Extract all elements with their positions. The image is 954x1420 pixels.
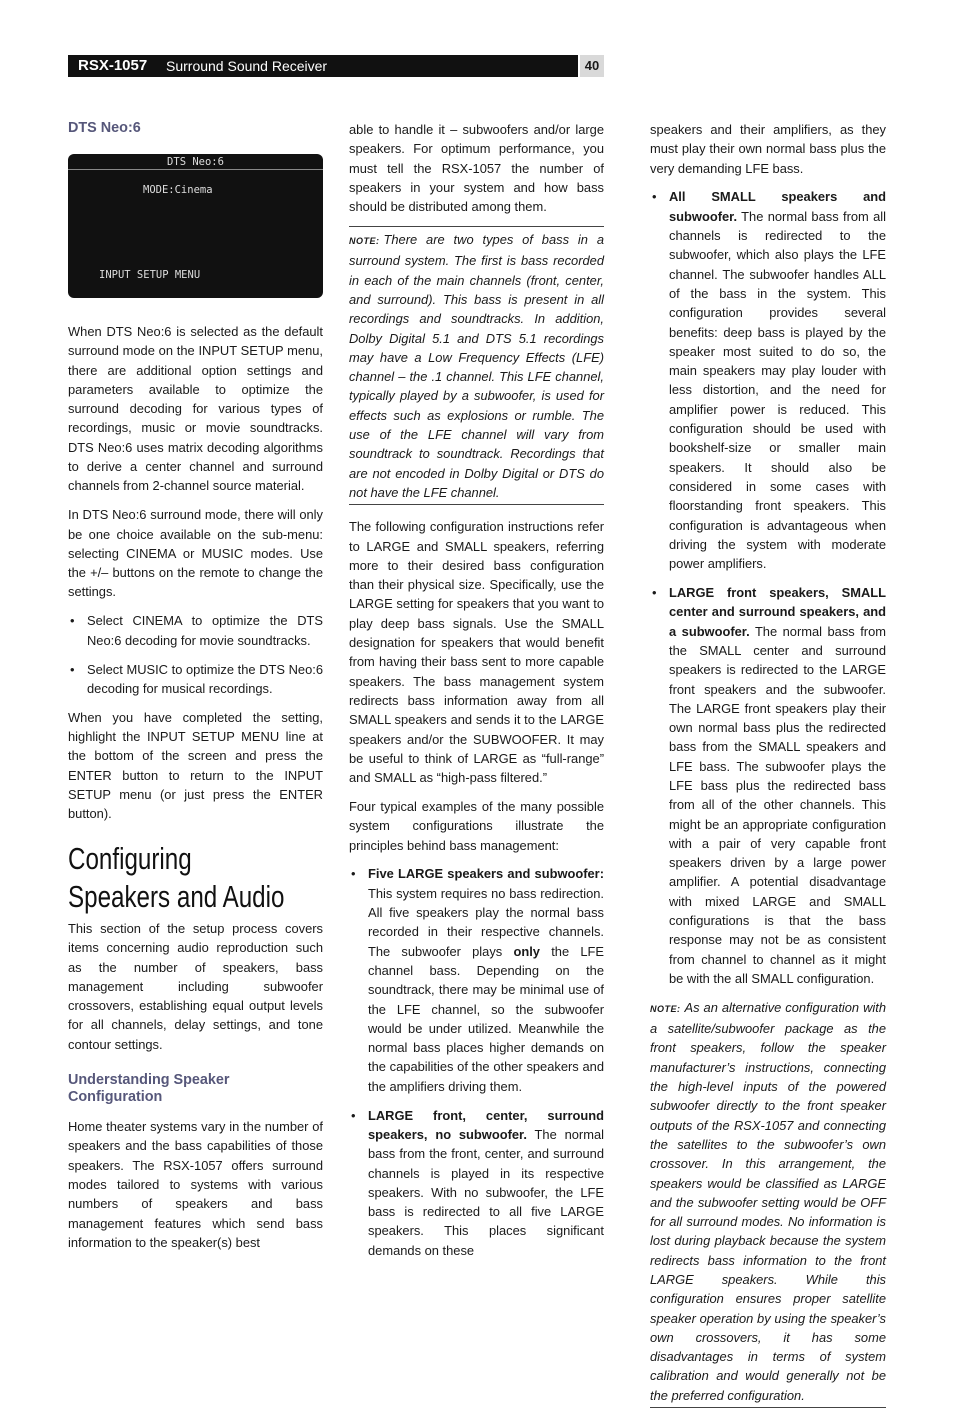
bullet-text: The normal bass from the SMALL center and surround speakers is redirected to the LARGE front speakers and the subwoofer. The LARGE front speakers play their own normal bass plus the redirected bass from the SMALL speakers and LFE bass. The subwoofer plays the LFE bass plus the redirected bass from all of the other channels. This might be an appropriate configuration with a pair of very capable front speakers driven by a large power amplifier. A potential disadvantage with mixed LARGE and SMALL configurations is that the bass response may not be as consistent from channel to channel as it might be with the all SMALL configuration. bbox=[669, 623, 886, 986]
bullet-bold: LARGE front, center, surround speakers, no subwoofer. bbox=[368, 1107, 604, 1142]
bullet-text: This system requires no bass redirection. All five speakers play the normal bass recorded in their respective channels. The subwoofer plays bbox=[368, 885, 604, 959]
paragraph: Home theater systems vary in the number of speakers and the bass capabilities of those speakers. The RSX-1057 offers surround modes tailored to systems with various numbers of speakers and bass management features which send bass information to the speaker(s) best bbox=[68, 1119, 323, 1250]
bullet-bold: LARGE front speakers, SMALL center and surround speakers, and a subwoofer. bbox=[669, 585, 886, 639]
dts-neo6-heading: DTS Neo:6 bbox=[68, 120, 141, 136]
bullet-bold: Five LARGE speakers and subwoofer: bbox=[368, 866, 604, 882]
note-text: As an alternative configuration with a satellite/subwoofer package as the front speakers, follow the speaker manufacturer’s instructions, connecting the high-level inputs of the powered subwoofer directly to the front speaker outputs of the RSX-1057 and connecting the satellites to the subwoofer’s own crossover. In this arrangement, the speakers would be classified as LARGE and the subwoofer setting would be OFF for all surround modes. No information is lost during playback because the system redirects bass information to the front LARGE speakers. While this configuration ensures proper satellite speaker operation by using the speaker’s own crossovers, it has some disadvantages in terms of system calibration and would generally not be the preferred configuration. bbox=[650, 999, 886, 1403]
paragraph: speakers and their amplifiers, as they must play their own normal bass plus the very demanding LFE bass. bbox=[650, 122, 886, 176]
paragraph: able to handle it – subwoofers and/or large speakers. For optimum performance, you must tell the RSX-1057 the number of speakers in your system and how bass should be distributed among them. bbox=[349, 122, 604, 215]
column-1-body bbox=[68, 322, 323, 833]
page-number: 40 bbox=[580, 55, 604, 77]
section-heading-line2: Speakers and Audio bbox=[68, 879, 285, 914]
bullet-emphasis: only bbox=[513, 943, 540, 959]
paragraph: This section of the setup process covers items concerning audio reproduction such as the number of speakers, bass management including subwoofer crossovers, establishing equal output levels for all channels, delay settings, and tone contour settings. bbox=[68, 921, 323, 1052]
screen-mode-line: MODE:Cinema bbox=[143, 184, 213, 196]
paragraph: When you have completed the setting, highlight the INPUT SETUP MENU line at the bottom of the screen and press the ENTER button to return to the INPUT SETUP menu (or just press the ENTER button). bbox=[68, 709, 323, 822]
column-1-lower bbox=[68, 919, 323, 1262]
list-item bbox=[349, 864, 604, 1096]
paragraph: In DTS Neo:6 surround mode, there will only be one choice available on the sub-menu: selecting CINEMA or MUSIC modes. Use the +/– buttons on the remote to change the settings. bbox=[68, 507, 323, 600]
note-text: There are two types of bass in a surround system. The first is bass recorded in each of the main channels (front, center, and surround). This bass is present in all recordings and soundtracks. In addition, Dolby Digital 5.1 and DTS 5.1 recordings may have a Low Frequency Effects (LFE) channel – the .1 channel. This LFE channel, typically played by a subwoofer, is used for effects such as explosions or rumble. The use of the LFE channel will vary from soundtrack to soundtrack. Recordings that are not encoded in Dolby Digital or DTS do not have the LFE channel. bbox=[349, 232, 604, 500]
list-item: • Select CINEMA to optimize the DTS Neo:6 decoding for movie soundtracks. bbox=[68, 611, 323, 650]
bullet-list bbox=[349, 864, 604, 1260]
bullet-list bbox=[68, 611, 323, 698]
note-label: NOTE: bbox=[349, 236, 380, 247]
header-model: RSX-1057 bbox=[78, 57, 148, 74]
paragraph: When DTS Neo:6 is selected as the default surround mode on the INPUT SETUP menu, there are additional option settings and parameters available to optimize the surround decoding for various types of recordings, music or movie soundtracks. DTS Neo:6 uses matrix decoding algorithms to derive a center channel and surround channels from 2-channel source material. bbox=[68, 324, 323, 494]
paragraph: Four typical examples of the many possible system configurations illustrate the principles behind bass management: bbox=[349, 798, 604, 853]
column-3 bbox=[650, 120, 886, 1420]
section-heading bbox=[68, 840, 325, 916]
column-2 bbox=[349, 120, 604, 1270]
list-item bbox=[650, 583, 886, 988]
sub-heading: Understanding Speaker Configuration bbox=[68, 1072, 230, 1106]
header-title: Surround Sound Receiver bbox=[166, 58, 328, 74]
screen-menu-line: INPUT SETUP MENU bbox=[99, 269, 201, 281]
screen-title: DTS Neo:6 bbox=[68, 155, 323, 170]
paragraph: The following configuration instructions refer to LARGE and SMALL speakers, referring more to their desired bass configuration than their physical size. Specifically, use the LARGE setting for speakers that you want to play deep bass signals. Use the SMALL designation for speakers that would benefit from having their bass sent to more capable speakers. The bass management system redirects bass information away from all SMALL speakers and sends it to the LARGE speakers and/or the SUBWOOFER. It may be useful to think of LARGE as “full-range” and SMALL as “high-pass filtered.” bbox=[349, 519, 604, 786]
osd-screen bbox=[68, 154, 323, 298]
bullet-list bbox=[650, 187, 886, 988]
column-1 bbox=[68, 120, 323, 137]
note-label: NOTE: bbox=[650, 1003, 681, 1014]
note-box bbox=[349, 226, 604, 505]
section-heading-line1: Configuring bbox=[68, 841, 192, 876]
list-item bbox=[349, 1106, 604, 1260]
bullet-bold: All SMALL speakers and subwoofer. bbox=[669, 189, 886, 224]
bullet-text: The normal bass from the front, center, and surround channels is played in its respective speakers. With no subwoofer, the LFE bass is redirected to all five LARGE speakers. This places significant demands on these bbox=[368, 1126, 604, 1258]
list-item: • Select MUSIC to optimize the DTS Neo:6 decoding for musical recordings. bbox=[68, 660, 323, 699]
bullet-text: The normal bass from all channels is redirected to the subwoofer, which also plays the LFE channel. The subwoofer handles ALL of the bass in the system. This configuration provides several benefits: deep bass is played by the speaker most suited to do so, the main speakers may play louder with less distortion, and the need for amplifier power is reduced. This configuration should be used with bookshelf-size or smaller main speakers. It should also be considered in some cases with floorstanding front speakers. This configuration is advantageous when driving the system with moderate power amplifiers. bbox=[669, 208, 886, 572]
list-item bbox=[650, 187, 886, 573]
note-box bbox=[650, 998, 886, 1408]
bullet-text: the LFE channel bass. Depending on the soundtrack, there may be minimal use of the LFE channel, so the subwoofer would be under utilized. Meanwhile the normal bass places higher demands on the capabilities of the other speakers and the amplifiers driving them. bbox=[368, 943, 604, 1094]
page-header bbox=[68, 55, 578, 77]
